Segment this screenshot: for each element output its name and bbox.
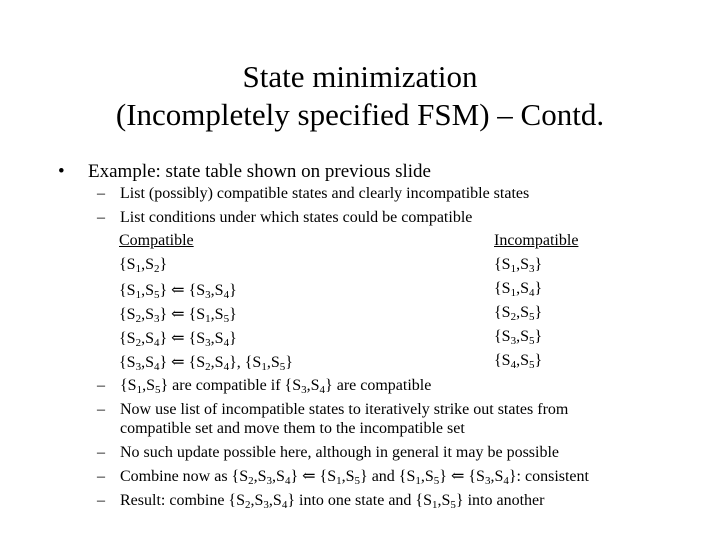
- dash-icon: –: [97, 209, 105, 226]
- compatible-row: $\{S_1,S_5\}$ ⇐ $\{S_3,S_4\}$: [119, 282, 237, 301]
- title-line-2: (Incompletely specified FSM) – Contd.: [115, 97, 605, 132]
- compatible-row: $\{S_2,S_4\}$ ⇐ $\{S_3,S_4\}$: [119, 330, 237, 349]
- incompatible-row: $\{S_2,S_5\}$: [494, 304, 543, 323]
- dash-icon: –: [97, 185, 105, 202]
- dash-icon: –: [97, 401, 105, 418]
- compatible-row: $\{S_3,S_4\}$ ⇐ $\{S_2,S_4\}$, $\{S_1,S_5\}$: [119, 354, 293, 373]
- sub-bullet-text: Result: combine $\{S_2,S_3,S_4\}$ into one state and $\{S_1,S_5\}$ into another: [120, 492, 545, 511]
- dash-icon: –: [97, 492, 105, 509]
- incompatible-row: $\{S_3,S_5\}$: [494, 328, 543, 347]
- slide-title: [0, 58, 720, 134]
- sub-bullet-text: List (possibly) compatible states and clearly incompatible states: [120, 185, 530, 202]
- title-line-1: State minimization: [242, 59, 478, 94]
- compatible-row: $\{S_1,S_2\}$: [119, 256, 168, 275]
- incompatible-row: $\{S_1,S_3\}$: [494, 256, 543, 275]
- compatible-row: $\{S_2,S_3\}$ ⇐ $\{S_1,S_5\}$: [119, 306, 237, 325]
- bullet-text: Example: state table shown on previous slide: [88, 161, 431, 182]
- sub-bullet-text: $\{S_1,S_5\}$ are compatible if $\{S_3,S_4\}$ are compatible: [120, 377, 432, 396]
- incompatible-row: $\{S_1,S_4\}$: [494, 280, 543, 299]
- incompatible-row: $\{S_4,S_5\}$: [494, 352, 543, 371]
- sub-bullet-text-line-1: Now use list of incompatible states to iteratively strike out states from: [120, 401, 569, 418]
- dash-icon: –: [97, 444, 105, 461]
- dash-icon: –: [97, 468, 105, 485]
- dash-icon: –: [97, 377, 105, 394]
- bullet-dot-icon: •: [58, 161, 65, 182]
- sub-bullet-text-line-2: compatible set and move them to the incompatible set: [120, 420, 465, 437]
- sub-bullet-text: Combine now as $\{S_2,S_3,S_4\}$ ⇐ $\{S_1,S_5\}$ and $\{S_1,S_5\}$ ⇐ $\{S_3,S_4\}$: consistent: [120, 468, 589, 487]
- compatible-header: Compatible: [119, 232, 194, 249]
- incompatible-header: Incompatible: [494, 232, 579, 249]
- sub-bullet-text: No such update possible here, although in general it may be possible: [120, 444, 560, 461]
- sub-bullet-text: List conditions under which states could be compatible: [120, 209, 473, 226]
